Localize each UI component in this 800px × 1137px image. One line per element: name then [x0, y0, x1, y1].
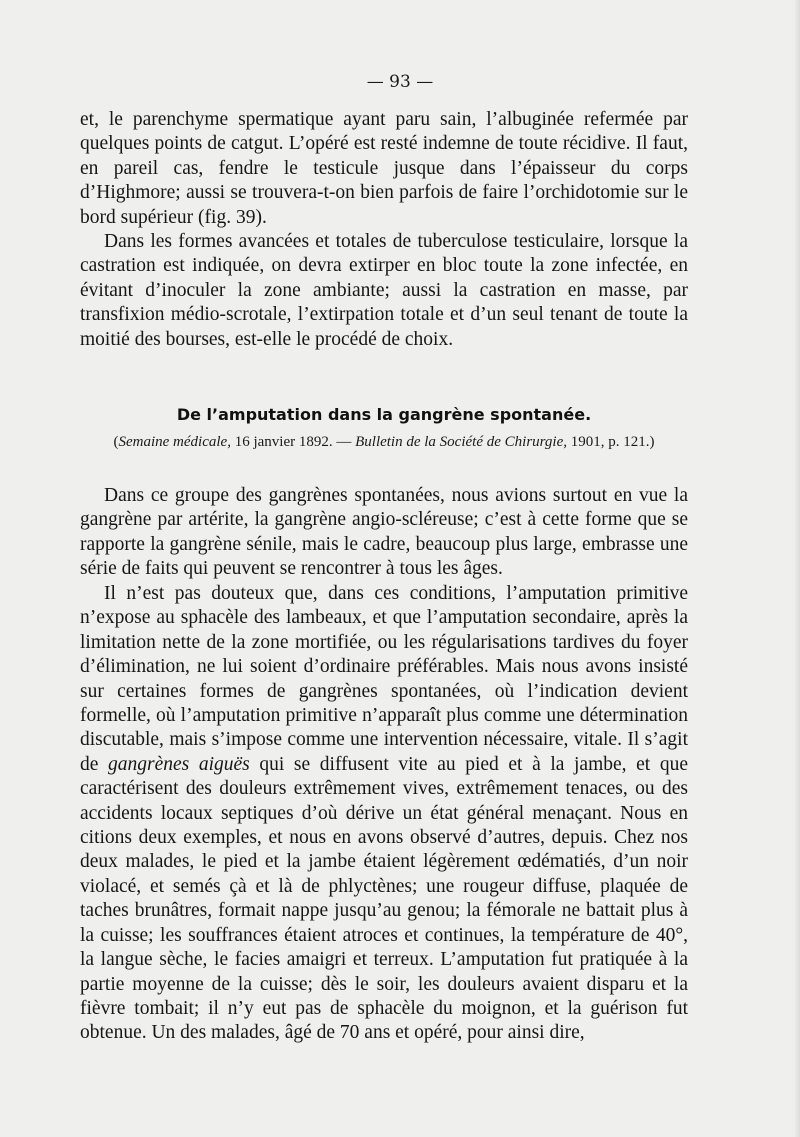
- citation-date-2: 1901, p. 121.): [567, 434, 655, 450]
- page-number: — 93 —: [366, 72, 434, 92]
- section-title: De l’amputation dans la gangrène spontanée.: [176, 405, 592, 424]
- paragraph-4: [80, 582, 688, 1046]
- paragraph-1-text: et, le parenchyme spermatique ayant paru sain, l’albuginée refermée par quelques points de catgut. L’opéré est resté indemne de toute récidive. Il faut, en pareil cas, fendre le testicule jusque dans l’épaisseur du corps d’Highmore; aussi se trouvera-t-on bien parfois de faire l’orchidotomie sur le bord supérieur (fig. 39).: [80, 109, 688, 228]
- citation-journal-2: Bulletin de la Société de Chirurgie,: [355, 434, 568, 450]
- citation-journal-1: Semaine médicale,: [118, 434, 231, 450]
- page-edge-shadow: [794, 0, 800, 1137]
- citation-open: (: [113, 434, 119, 450]
- section-citation: [80, 434, 688, 451]
- paragraph-1: [80, 108, 688, 230]
- paragraph-3-text: Dans ce groupe des gangrènes spontanées, nous avions surtout en vue la gangrène par artérite, la gangrène angio-scléreuse; c’est à cette forme que se rapporte la gangrène sénile, mais le cadre, beaucoup plus large, embrasse une série de faits qui peuvent se rencontrer à tous les âges.: [80, 485, 688, 580]
- paragraph-2-text: Dans les formes avancées et totales de tuberculose testiculaire, lorsque la castration est indiquée, on devra extirper en bloc toute la zone infectée, en évitant d’inoculer la zone ambiante; aussi la castration en masse, par transfixion médio-scrotale, l’extirpation totale et d’un seul tenant de toute la moitié des bourses, est-elle le procédé de choix.: [80, 231, 688, 350]
- paragraph-4-emphasis: gangrènes aiguës: [108, 753, 250, 775]
- citation-date-1: 16 janvier 1892. —: [230, 434, 356, 450]
- paragraph-2: [80, 230, 688, 352]
- paragraph-4-before: Il n’est pas douteux que, dans ces conditions, l’amputation primitive n’expose au sphacèle des lambeaux, et que l’amputation secondaire, après la limitation nette de la zone mortifiée, ou les régularisations tardives du foyer d’élimination, ne lui soient d’ordinaire préférables. Mais nous avons insisté sur certaines formes de gangrènes spontanées, où l’indication devient formelle, où l’amputation primitive n’apparaît plus comme une détermination discutable, mais s’impose comme une intervention nécessaire, vitale. Il s’agit de: [80, 583, 688, 775]
- paragraph-3: [80, 484, 688, 582]
- paragraph-4-after: qui se diffusent vite au pied et à la jambe, et que caractérisent des douleurs extrêmement vives, extrêmement tenaces, ou des accidents locaux septiques d’où dérive un état général menaçant. Nous en citions deux exemples, et nous en avons observé d’autres, depuis. Chez nos deux malades, le pied et la jambe étaient légèrement œdématiés, d’un noir violacé, et semés çà et là de phlyctènes; une rougeur diffuse, plaquée de taches brunâtres, formait nappe jusqu’au genou; la fémorale ne battait plus à la cuisse; les souffrances étaient atroces et continues, la température de 40°, la langue sèche, le facies amaigri et terreux. L’amputation fut pratiquée à la partie moyenne de la cuisse; dès le soir, les douleurs avaient disparu et la fièvre tombait; il n’y eut pas de sphacèle du moignon, et la guérison fut obtenue. Un des malades, âgé de 70 ans et opéré, pour ainsi dire,: [80, 753, 688, 1044]
- paragraph-4-text: [80, 582, 688, 1046]
